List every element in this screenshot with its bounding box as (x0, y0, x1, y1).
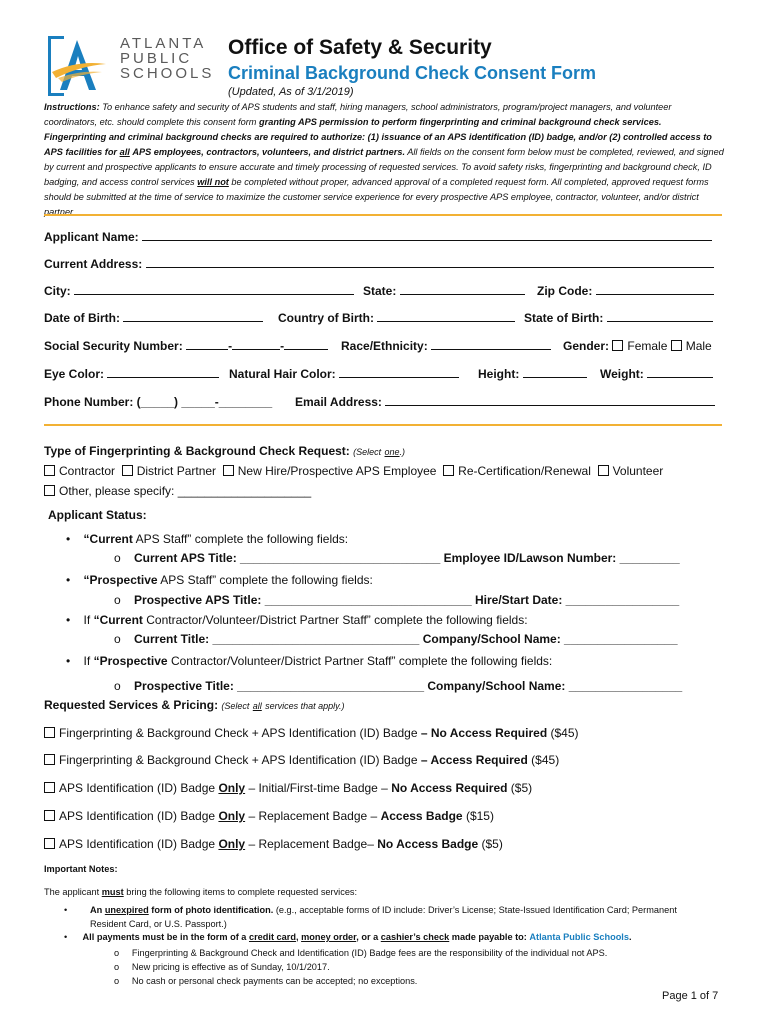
female-checkbox[interactable] (612, 340, 623, 351)
district-partner-option[interactable]: District Partner (122, 464, 216, 478)
important-notes-heading: Important Notes: (44, 864, 118, 874)
divider (44, 214, 722, 216)
note-sub-item: o New pricing is effective as of Sunday, 10/1/2017. (114, 962, 330, 972)
service-option[interactable]: APS Identification (ID) Badge Only – Initial/First-time Badge – No Access Required ($5) (44, 781, 532, 795)
other-option[interactable]: Other, please specify: ____________________ (44, 484, 311, 498)
current-address-field[interactable]: Current Address: (44, 257, 714, 271)
note-sub-item: o Fingerprinting & Background Check and Identification (ID) Badge fees are the responsibility of the individual not APS. (114, 948, 608, 958)
weight-field[interactable]: Weight: (600, 367, 713, 381)
aps-logo-icon (44, 34, 110, 98)
note-photo-id: • An unexpired form of photo identification. (e.g., acceptable forms of ID include: Driver’s License; State-Issued Identification Card; Permanent Resident Card, or U.S. Passport.) (64, 905, 677, 929)
applicant-name-field[interactable]: Applicant Name: (44, 230, 712, 244)
ssn-field[interactable]: Social Security Number: - - (44, 339, 328, 353)
page-number: Page 1 of 7 (662, 990, 719, 1002)
current-title-field[interactable]: o Current Title: _______________________________ Company/School Name: _________________ (114, 632, 678, 646)
race-ethnicity-field[interactable]: Race/Ethnicity: (341, 339, 551, 353)
phone-number-field[interactable]: Phone Number: (_____) _____-________ (44, 395, 273, 409)
request-type-options (44, 464, 663, 478)
updated-date: (Updated, As of 3/1/2019) (228, 86, 354, 98)
gender-field: Gender: Female Male (563, 339, 712, 353)
state-of-birth-field[interactable]: State of Birth: (524, 311, 713, 325)
height-field[interactable]: Height: (478, 367, 587, 381)
form-subtitle: Criminal Background Check Consent Form (228, 63, 597, 83)
status-current-contractor: • If “Current Contractor/Volunteer/District Partner Staff” complete the following fields: (66, 613, 528, 627)
notes-intro: The applicant must bring the following items to complete requested services: (44, 887, 358, 897)
status-current-aps: • “Current APS Staff” complete the following fields: (66, 532, 349, 546)
service-option[interactable]: APS Identification (ID) Badge Only – Replacement Badge– No Access Badge ($5) (44, 837, 503, 851)
contractor-option[interactable]: Contractor (44, 464, 115, 478)
prospective-title-field[interactable]: o Prospective Title: ____________________________ Company/School Name: _________________ (114, 679, 683, 693)
instructions-paragraph: Instructions: To enhance safety and security of APS students and staff, hiring managers, school administrators, program/project managers, and volunteer coordinators, etc. should complete this consent form granting APS permission to perform fingerprinting and criminal background check services. Fingerprinting and criminal background checks are required to authorize: (1) issuance of an APS identification (ID) badge, and/or (2) controlled access to APS facilities for all APS employees, contractors, volunteers, and district partners. All fields on the consent form below must be completed, reviewed, and signed by current and prospective applicants to ensure accurate and timely processing of requested services. To avoid safety risks, fingerprinting and background check, ID badging, and access control services will not be completed without proper, advanced approval of a completed request form. All completed, approved request forms should be submitted at the time of service to maximize the customer service experience for every prospective APS employee, contractor, volunteer, and/or district partner. (44, 102, 724, 217)
aps-logo-wordmark: ATLANTA PUBLIC SCHOOLS (120, 35, 215, 82)
note-sub-item: o No cash or personal check payments can be accepted; no exceptions. (114, 976, 418, 986)
date-of-birth-field[interactable]: Date of Birth: (44, 311, 263, 325)
email-address-field[interactable]: Email Address: (295, 395, 715, 409)
note-payments: • All payments must be in the form of a credit card, money order, or a cashier’s check made payable to: Atlanta Public Schools. (64, 932, 632, 942)
eye-color-field[interactable]: Eye Color: (44, 367, 219, 381)
male-checkbox[interactable] (671, 340, 682, 351)
service-option[interactable]: Fingerprinting & Background Check + APS Identification (ID) Badge – Access Required ($45) (44, 753, 559, 767)
recertification-option[interactable]: Re-Certification/Renewal (443, 464, 591, 478)
country-of-birth-field[interactable]: Country of Birth: (278, 311, 515, 325)
request-type-heading: Type of Fingerprinting & Background Check Request: (Select one.) (44, 444, 406, 458)
status-prospective-contractor: • If “Prospective Contractor/Volunteer/District Partner Staff” complete the following fields: (66, 654, 553, 668)
current-aps-title-field[interactable]: o Current APS Title: ______________________________ Employee ID/Lawson Number: _________ (114, 551, 680, 565)
service-option[interactable]: APS Identification (ID) Badge Only – Replacement Badge – Access Badge ($15) (44, 809, 494, 823)
state-field[interactable]: State: (363, 284, 525, 298)
page-title: Office of Safety & Security (228, 36, 492, 59)
applicant-status-heading: Applicant Status: (48, 508, 147, 522)
hair-color-field[interactable]: Natural Hair Color: (229, 367, 459, 381)
service-option[interactable]: Fingerprinting & Background Check + APS Identification (ID) Badge – No Access Required ($45) (44, 726, 579, 740)
prospective-aps-title-field[interactable]: o Prospective APS Title: _______________________________ Hire/Start Date: _________________ (114, 593, 680, 607)
requested-services-heading: Requested Services & Pricing: (Select all services that apply.) (44, 698, 345, 712)
new-hire-option[interactable]: New Hire/Prospective APS Employee (223, 464, 437, 478)
zip-code-field[interactable]: Zip Code: (537, 284, 714, 298)
volunteer-option[interactable]: Volunteer (598, 464, 664, 478)
city-field[interactable]: City: (44, 284, 354, 298)
status-prospective-aps: • “Prospective APS Staff” complete the following fields: (66, 573, 373, 587)
divider (44, 424, 722, 426)
